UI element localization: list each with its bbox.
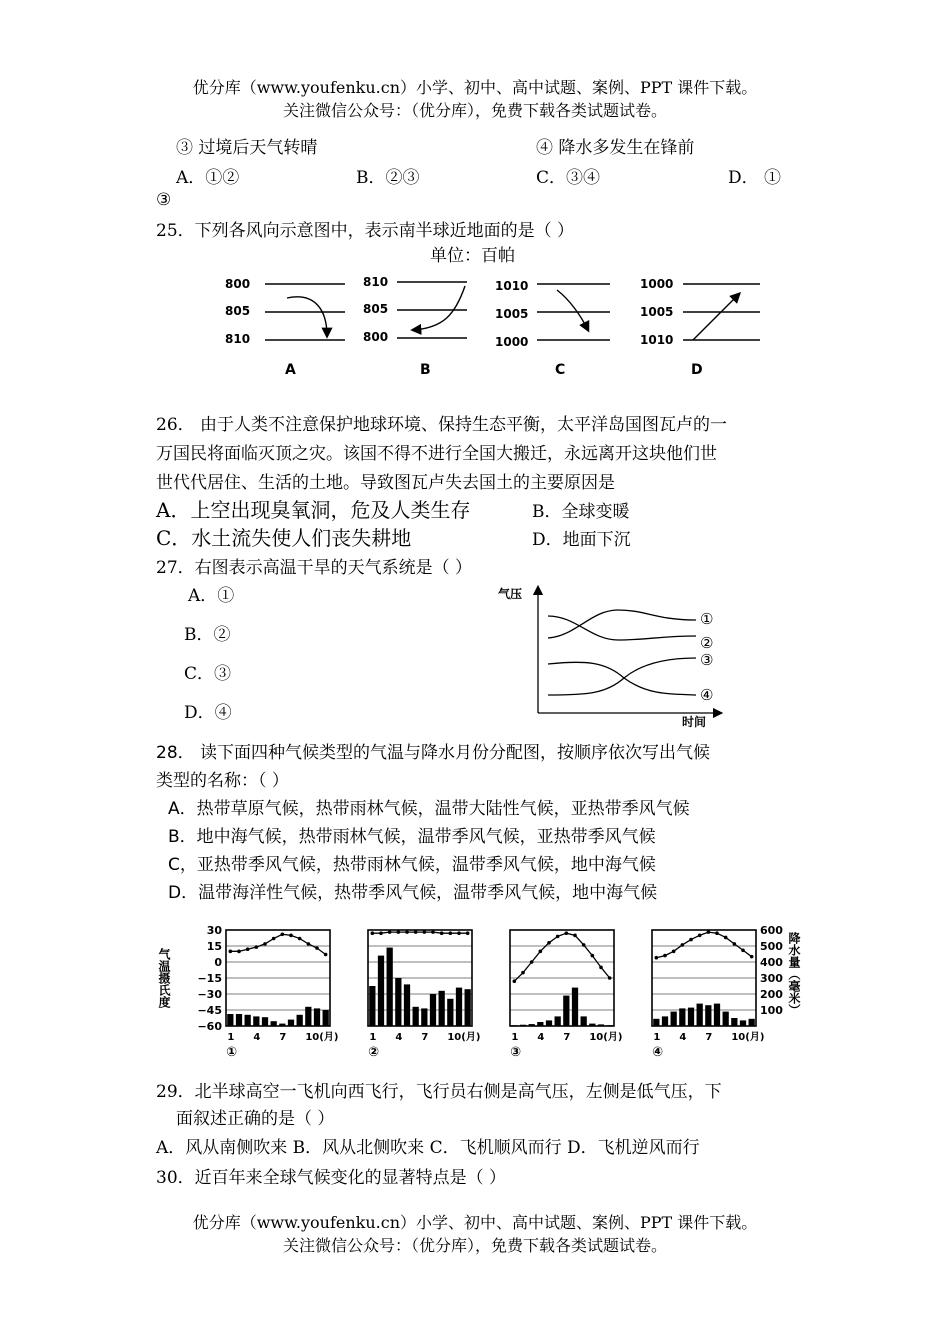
- precip-bar: [537, 1022, 543, 1026]
- month-tick-label: 7: [705, 1032, 713, 1043]
- precip-bar: [387, 948, 393, 1026]
- precip-bar: [598, 1024, 604, 1026]
- precip-bar: [589, 1024, 595, 1026]
- temp-point: [289, 934, 293, 938]
- temp-line: [230, 934, 325, 954]
- q29-options: A．风从南侧吹来 B．风从北侧吹来 C．飞机顺风而行 D．飞机逆风而行: [156, 1138, 700, 1158]
- temp-point: [414, 930, 418, 934]
- month-tick-label: 1: [511, 1032, 519, 1043]
- q24-option-3: ③ 过境后天气转晴: [176, 138, 318, 158]
- precip-bar: [697, 1004, 703, 1026]
- q26-choice-c: C．水土流失使人们丧失耕地: [156, 526, 412, 550]
- precip-bar: [456, 988, 462, 1026]
- panel-label: C: [555, 362, 566, 378]
- q27-choice-b: B．②: [184, 625, 231, 645]
- footer-line-2: 关注微信公众号：（优分库），免费下载各类试题试卷。: [282, 1236, 667, 1255]
- temp-axis-label: 气温摄氏度: [157, 948, 171, 1008]
- isobar-label: 805: [363, 302, 389, 316]
- q25-stem: 25．下列各风向示意图中，表示南半球近地面的是（ ）: [156, 221, 575, 241]
- temp-point: [530, 960, 534, 964]
- precip-bar: [430, 994, 436, 1026]
- temp-point: [599, 966, 603, 970]
- month-tick-label: 10(月): [731, 1032, 765, 1043]
- wind-direction-diagrams: [215, 270, 775, 380]
- temp-tick-label: −15: [197, 972, 222, 985]
- temp-point: [556, 935, 560, 939]
- precip-bar: [714, 1004, 720, 1026]
- q28-choice-b: B．地中海气候，热带雨林气候，温带季风气候，亚热带季风气候: [168, 827, 656, 847]
- precip-bar: [297, 1015, 303, 1026]
- month-tick-label: 1: [227, 1032, 235, 1043]
- q26-stem-line-3: 世代代居住、生活的土地。导致图瓦卢失去国土的主要原因是: [156, 473, 615, 493]
- temp-line: [514, 933, 609, 981]
- isobar-label: 810: [225, 332, 251, 346]
- y-axis-label: 气压: [498, 587, 523, 601]
- month-tick-label: 4: [679, 1032, 687, 1043]
- temp-point: [229, 950, 233, 954]
- climate-axes: [157, 931, 801, 1016]
- precip-bar: [439, 991, 445, 1026]
- precip-bar: [511, 1025, 517, 1026]
- climate-charts: [157, 918, 820, 1068]
- precip-bar: [662, 1016, 668, 1026]
- precip-bar: [572, 988, 578, 1026]
- panel-label: A: [285, 362, 296, 378]
- wind-arrow: [693, 294, 739, 340]
- precip-bar: [555, 1016, 561, 1026]
- q27-choice-a: A．①: [188, 586, 235, 606]
- precip-tick-label: 500: [760, 940, 783, 953]
- precip-bar: [421, 1008, 427, 1026]
- panel-label: D: [691, 362, 703, 378]
- precip-bar: [369, 986, 375, 1026]
- footer-line-1: 优分库（www.youfenku.cn）小学、初中、高中试题、案例、PPT 课件下载。: [192, 1213, 758, 1232]
- climate-panel-label: ②: [368, 1045, 380, 1060]
- q24-choice-d-wrap: ③: [156, 190, 172, 210]
- climate-panel-label: ③: [510, 1045, 522, 1060]
- temp-point: [281, 932, 285, 936]
- precip-bar: [607, 1025, 613, 1026]
- month-tick-label: 1: [653, 1032, 661, 1043]
- temp-point: [423, 930, 427, 934]
- temp-point: [246, 947, 250, 951]
- precip-bar: [563, 996, 569, 1026]
- q28-choice-a: A．热带草原气候，热带雨林气候，温带大陆性气候，亚热带季风气候: [168, 799, 690, 819]
- precip-bar: [705, 1005, 711, 1026]
- temp-point: [324, 953, 328, 957]
- temp-tick-label: 15: [206, 940, 222, 953]
- temp-point: [733, 942, 737, 946]
- q27-choice-c: C．③: [184, 664, 232, 684]
- temp-point: [681, 943, 685, 947]
- precip-axis-label: 降水量（毫米）: [787, 932, 801, 1016]
- q26-choice-d: D．地面下沉: [532, 530, 631, 550]
- q27-choice-d: D．④: [184, 703, 232, 723]
- month-tick-label: 10(月): [589, 1032, 623, 1043]
- isobar-label: 800: [225, 277, 251, 291]
- temp-point: [457, 931, 461, 935]
- temp-point: [591, 954, 595, 958]
- temp-point: [272, 937, 276, 941]
- q28-stem-line-1: 28． 读下面四种气候类型的气温与降水月份分配图，按顺序依次写出气候: [156, 743, 711, 763]
- month-tick-label: 1: [369, 1032, 377, 1043]
- isobar-label: 1010: [640, 333, 674, 347]
- month-tick-label: 4: [537, 1032, 545, 1043]
- wind-panel-c: [495, 279, 610, 378]
- x-axis-label: 时间: [682, 715, 707, 729]
- temp-tick-label: −60: [197, 1020, 222, 1033]
- q24-choice-a: A．①②: [176, 168, 240, 188]
- wind-arrow: [557, 290, 588, 330]
- precip-bar: [279, 1024, 285, 1026]
- precip-bar: [688, 1008, 694, 1026]
- temp-point: [582, 943, 586, 947]
- pressure-time-chart: [496, 580, 736, 730]
- temp-point: [741, 948, 745, 952]
- temp-point: [397, 930, 401, 934]
- precip-bar: [529, 1024, 535, 1026]
- precip-bar: [404, 984, 410, 1026]
- header-line-2: 关注微信公众号：（优分库），免费下载各类试题试卷。: [282, 101, 667, 120]
- wind-panel-a: [225, 277, 345, 378]
- precip-bar: [305, 1007, 311, 1026]
- q24-choice-d: D． ①: [728, 168, 782, 188]
- precip-bar: [723, 1012, 729, 1026]
- precip-bar: [447, 999, 453, 1026]
- temp-tick-label: 30: [206, 924, 222, 937]
- temp-point: [565, 931, 569, 935]
- pressure-curve: [548, 662, 696, 695]
- precip-bar: [245, 1015, 251, 1026]
- precip-bar: [236, 1014, 242, 1026]
- temp-point: [547, 941, 551, 945]
- temp-point: [440, 931, 444, 935]
- precip-tick-label: 200: [760, 988, 783, 1001]
- pressure-curve: [548, 610, 696, 638]
- q29-stem-line-1: 29．北半球高空一飞机向西飞行，飞行员右侧是高气压，左侧是低气压，下: [156, 1082, 722, 1102]
- temp-point: [715, 931, 719, 935]
- q24-choice-c: C．③④: [536, 168, 601, 188]
- temp-point: [449, 931, 453, 935]
- panel-label: B: [420, 362, 431, 378]
- precip-bar: [314, 1008, 320, 1026]
- precip-bar: [581, 1016, 587, 1026]
- isobar-label: 1005: [640, 305, 674, 319]
- temp-line: [656, 932, 751, 958]
- curve-label: ①: [700, 610, 714, 628]
- precip-bar: [271, 1021, 277, 1026]
- q28-stem-line-2: 类型的名称：（ ）: [156, 771, 289, 791]
- temp-point: [698, 934, 702, 938]
- temp-point: [263, 942, 267, 946]
- precip-tick-label: 100: [760, 1004, 783, 1017]
- temp-point: [307, 942, 311, 946]
- curve-label: ④: [700, 686, 714, 704]
- q26-choice-b: B．全球变暖: [532, 502, 630, 522]
- climate-panel-label: ④: [652, 1045, 664, 1060]
- temp-point: [298, 937, 302, 941]
- temp-point: [405, 930, 409, 934]
- precip-bar: [731, 1018, 737, 1026]
- precip-tick-label: 400: [760, 956, 783, 969]
- isobar-label: 1005: [495, 307, 529, 321]
- temp-point: [672, 950, 676, 954]
- pressure-curve: [548, 616, 696, 640]
- climate-panel-label: ①: [226, 1045, 238, 1060]
- temp-point: [315, 946, 319, 950]
- precip-bar: [288, 1020, 294, 1026]
- precip-bar: [520, 1025, 526, 1026]
- temp-point: [513, 979, 517, 983]
- temp-point: [663, 954, 667, 958]
- isobar-label: 1000: [640, 277, 674, 291]
- temp-tick-label: −45: [197, 1004, 222, 1017]
- temp-point: [379, 931, 383, 935]
- temp-point: [388, 930, 392, 934]
- month-tick-label: 7: [421, 1032, 429, 1043]
- wind-arrow: [287, 297, 327, 336]
- temp-point: [689, 938, 693, 942]
- temp-point: [750, 955, 754, 959]
- isobar-label: 1010: [495, 279, 529, 293]
- month-tick-label: 10(月): [305, 1032, 339, 1043]
- precip-bar: [262, 1017, 268, 1026]
- q29-stem-line-2: 面叙述正确的是（ ）: [176, 1109, 335, 1129]
- month-tick-label: 7: [563, 1032, 571, 1043]
- precip-bar: [253, 1016, 259, 1026]
- q30-stem: 30．近百年来全球气候变化的显著特点是（ ）: [156, 1168, 507, 1188]
- isobar-label: 800: [363, 330, 389, 344]
- isobar-label: 1000: [495, 335, 529, 349]
- temp-point: [573, 934, 577, 938]
- month-tick-label: 4: [395, 1032, 403, 1043]
- isobar-label: 810: [363, 275, 389, 289]
- isobar-label: 805: [225, 304, 251, 318]
- temp-point: [431, 930, 435, 934]
- temp-point: [724, 936, 728, 940]
- month-tick-label: 4: [253, 1032, 261, 1043]
- month-tick-label: 10(月): [447, 1032, 481, 1043]
- precip-bar: [679, 1008, 685, 1026]
- wind-arrow: [413, 286, 465, 330]
- q24-choice-b: B．②③: [356, 168, 420, 188]
- temp-point: [237, 950, 241, 954]
- curve-label: ②: [700, 634, 714, 652]
- temp-point: [655, 956, 659, 960]
- precip-bar: [413, 1007, 419, 1026]
- precip-bar: [740, 1020, 746, 1026]
- q28-choice-d: D．温带海洋性气候，热带季风气候，温带季风气候，地中海气候: [168, 883, 658, 903]
- wind-panel-d: [640, 277, 760, 378]
- month-tick-label: 7: [279, 1032, 287, 1043]
- precip-tick-label: 600: [760, 924, 783, 937]
- precip-bar: [749, 1019, 755, 1026]
- q26-stem-line-2: 万国民将面临灭顶之灾。该国不得不进行全国大搬迁，永远离开这块他们世: [156, 444, 717, 464]
- precip-bar: [465, 989, 471, 1026]
- temp-point: [466, 931, 470, 935]
- precip-bar: [671, 1012, 677, 1026]
- temp-tick-label: −30: [197, 988, 222, 1001]
- temp-point: [255, 945, 259, 949]
- precip-bar: [546, 1020, 552, 1026]
- precip-bar: [323, 1010, 329, 1026]
- q24-option-4: ④ 降水多发生在锋前: [536, 138, 695, 158]
- temp-line: [372, 932, 467, 933]
- header-line-1: 优分库（www.youfenku.cn）小学、初中、高中试题、案例、PPT 课件下载。: [192, 78, 758, 97]
- temp-point: [707, 930, 711, 934]
- precip-bar: [395, 978, 401, 1026]
- temp-point: [608, 976, 612, 980]
- curve-label: ③: [700, 651, 714, 669]
- temp-tick-label: 0: [214, 956, 222, 969]
- temp-point: [521, 971, 525, 975]
- temp-point: [371, 931, 375, 935]
- temp-point: [539, 950, 543, 954]
- q26-stem-line-1: 26． 由于人类不注意保护地球环境、保持生态平衡，太平洋岛国图瓦卢的一: [156, 415, 728, 435]
- precip-bar: [378, 956, 384, 1026]
- q28-choice-c: C，亚热带季风气候，热带雨林气候，温带季风气候，地中海气候: [168, 855, 656, 875]
- precip-bar: [227, 1014, 233, 1026]
- q27-stem: 27．右图表示高温干旱的天气系统是（ ）: [156, 558, 473, 578]
- precip-bar: [653, 1019, 659, 1026]
- q25-unit: 单位：百帕: [430, 246, 515, 266]
- wind-panel-b: [363, 275, 467, 378]
- precip-tick-label: 300: [760, 972, 783, 985]
- q26-choice-a: A．上空出现臭氧洞，危及人类生存: [156, 498, 471, 522]
